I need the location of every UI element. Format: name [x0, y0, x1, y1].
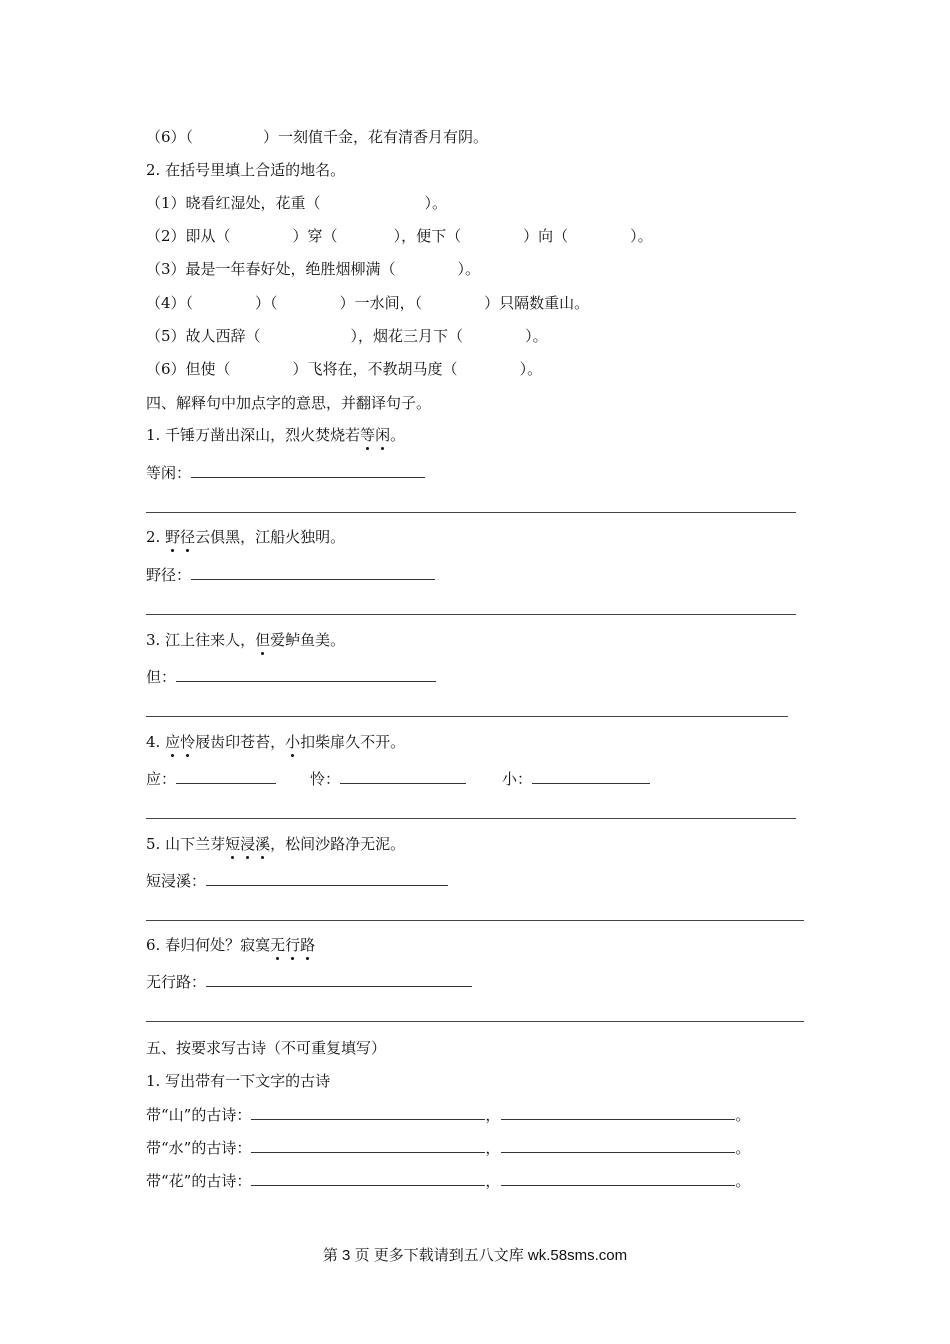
s4-q5-answer: 短浸溪：	[146, 871, 448, 891]
s5-item-mountain: 带“山”的古诗： ， 。	[146, 1106, 751, 1124]
translation-line[interactable]	[146, 614, 796, 615]
q2-item-4: （4）（ ）（ ）一水间，（ ）只隔数重山。	[146, 294, 590, 312]
dotted-char: 闲	[375, 426, 391, 444]
dotted-char: 径	[180, 528, 196, 546]
dotted-char: 小	[285, 733, 301, 751]
answer-blank[interactable]	[176, 769, 276, 784]
s4-q4-sentence: 4. 应怜屐齿印苍苔，小扣柴扉久不开。	[146, 733, 406, 751]
page-footer: 第 3 页 更多下载请到五八文库 wk.58sms.com	[322, 1247, 628, 1264]
dotted-char: 但	[255, 631, 271, 649]
poem-blank[interactable]	[501, 1171, 735, 1186]
s4-q2-answer: 野径：	[146, 565, 435, 585]
answer-blank[interactable]	[206, 871, 448, 886]
q2-item-5: （5）故人西辞（ ），烟花三月下（ ）。	[146, 327, 548, 345]
answer-blank[interactable]	[206, 972, 472, 987]
poem-blank[interactable]	[251, 1138, 485, 1153]
section-4-heading: 四、解释句中加点字的意思，并翻译句子。	[146, 394, 432, 412]
answer-blank[interactable]	[340, 769, 466, 784]
answer-blank[interactable]	[191, 463, 425, 478]
s5-q1: 1. 写出带有一下文字的古诗	[146, 1072, 331, 1090]
answer-blank[interactable]	[532, 769, 650, 784]
dotted-char: 行	[285, 936, 301, 954]
q2-item-2: （2）即从（ ）穿（ ），便下（ ）向（ ）。	[146, 227, 653, 245]
s4-q1-answer: 等闲：	[146, 463, 425, 483]
poem-blank[interactable]	[501, 1138, 735, 1153]
s4-q4-answer: 应： 怜： 小：	[146, 769, 650, 789]
question-2-heading: 2. 在括号里填上合适的地名。	[146, 161, 346, 179]
translation-line[interactable]	[146, 818, 796, 819]
q2-item-1: （1）晓看红湿处，花重（ ）。	[146, 194, 448, 212]
q2-item-3: （3）最是一年春好处，绝胜烟柳满（ ）。	[146, 260, 481, 278]
s5-item-flower: 带“花”的古诗： ， 。	[146, 1172, 751, 1190]
s4-q2-sentence: 2. 野径云俱黑，江船火独明。	[146, 528, 346, 546]
translation-line[interactable]	[146, 1021, 804, 1022]
translation-line[interactable]	[146, 512, 796, 513]
answer-blank[interactable]	[176, 667, 436, 682]
s4-q1-sentence: 1. 千锤万凿出深山，烈火焚烧若等闲。	[146, 426, 406, 444]
poem-blank[interactable]	[251, 1171, 485, 1186]
poem-blank[interactable]	[251, 1105, 485, 1120]
s4-q3-sentence: 3. 江上往来人，但爱鲈鱼美。	[146, 631, 346, 649]
dotted-char: 无	[270, 936, 286, 954]
section-5-heading: 五、按要求写古诗（不可重复填写）	[146, 1039, 387, 1057]
dotted-char: 路	[300, 936, 316, 954]
dotted-char: 浸	[240, 835, 256, 853]
s4-q5-sentence: 5. 山下兰芽短浸溪，松间沙路净无泥。	[146, 835, 406, 853]
translation-line[interactable]	[146, 716, 788, 717]
dotted-char: 短	[225, 835, 241, 853]
dotted-char: 野	[165, 528, 181, 546]
s5-item-water: 带“水”的古诗： ， 。	[146, 1139, 751, 1157]
s4-q6-answer: 无行路：	[146, 972, 472, 992]
dotted-char: 应	[165, 733, 181, 751]
q2-item-6: （6）但使（ ）飞将在，不教胡马度（ ）。	[146, 360, 543, 378]
translation-line[interactable]	[146, 920, 804, 921]
dotted-char: 溪	[255, 835, 271, 853]
poem-blank[interactable]	[501, 1105, 735, 1120]
s4-q3-answer: 但：	[146, 667, 436, 687]
dotted-char: 等	[360, 426, 376, 444]
fill-line-6: （6）（ ）一刻值千金，花有清香月有阴。	[146, 128, 489, 146]
s4-q6-sentence: 6. 春归何处？寂寞无行路	[146, 936, 316, 954]
dotted-char: 怜	[180, 733, 196, 751]
answer-blank[interactable]	[191, 565, 435, 580]
